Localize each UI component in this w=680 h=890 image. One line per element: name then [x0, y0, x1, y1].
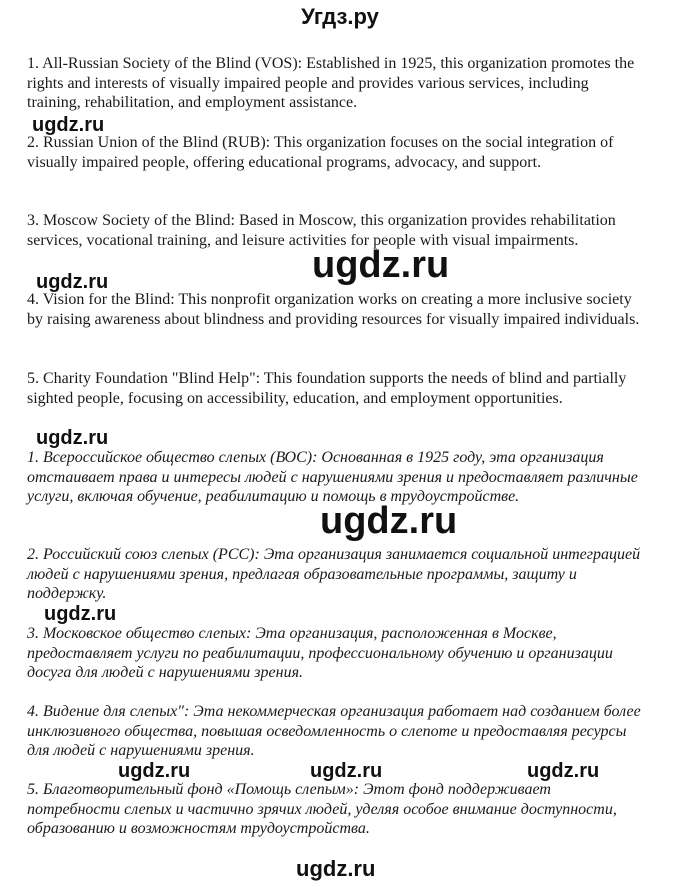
footer-watermark: ugdz.ru — [296, 856, 376, 881]
watermark: ugdz.ru — [320, 500, 458, 542]
watermark: ugdz.ru — [118, 760, 191, 782]
english-paragraph-2: 2. Russian Union of the Blind (RUB): This organization focuses on the social integration of visually impaired people, offering educational programs, advocacy, and support. — [27, 134, 614, 171]
english-paragraph-3: 3. Moscow Society of the Blind: Based in Moscow, this organization provides rehabilitation services, vocational training, and leisure activities for people with visual impairments. — [27, 212, 616, 249]
english-paragraph-1: 1. All-Russian Society of the Blind (VOS): Established in 1925, this organization promotes the rights and interests of visually impaired people and provides various services, including training, rehabilitation, and employment assistance. — [27, 55, 635, 111]
watermark: ugdz.ru — [310, 760, 383, 782]
russian-paragraph-5: 5. Благотворительный фонд «Помощь слепым»: Этот фонд поддерживает потребности слепых и частично зрячих людей, уделяя особое внимание доступности, образованию и возможностям трудоустройства. — [27, 781, 617, 837]
russian-paragraph-2: 2. Российский союз слепых (РСС): Эта организация занимается социальной интеграцией людей с нарушениями зрения, предлагая образовательные программы, защиту и поддержку. — [27, 546, 641, 602]
watermark: ugdz.ru — [36, 427, 109, 449]
watermark: ugdz.ru — [527, 760, 600, 782]
watermark: ugdz.ru — [312, 244, 450, 286]
watermark: ugdz.ru — [32, 114, 105, 136]
english-paragraph-5: 5. Charity Foundation "Blind Help": This foundation supports the needs of blind and partially sighted people, focusing on accessibility, education, and employment opportunities. — [27, 370, 627, 407]
russian-paragraph-1: 1. Всероссийское общество слепых (ВОС): Основанная в 1925 году, эта организация отстаивает права и интересы людей с нарушениями зрения и предоставляет различные услуги, включая обучение, реабилитацию и помощь в трудоустройстве. — [27, 449, 638, 505]
watermark: ugdz.ru — [36, 271, 109, 293]
site-title: Угдз.ру — [301, 4, 379, 29]
russian-paragraph-3: 3. Московское общество слепых: Эта организация, расположенная в Москве, предоставляет услуги по реабилитации, профессиональному обучению и организации досуга для людей с нарушениями зрения. — [27, 625, 613, 681]
russian-paragraph-4: 4. Видение для слепых": Эта некоммерческая организация работает над созданием более инклюзивного общества, повышая осведомленность о слепоте и предоставляя ресурсы для людей с нарушениями зрения. — [27, 703, 641, 759]
watermark: ugdz.ru — [44, 603, 117, 625]
english-paragraph-4: 4. Vision for the Blind: This nonprofit organization works on creating a more inclusive society by raising awareness about blindness and providing resources for visually impaired individuals. — [27, 291, 640, 328]
